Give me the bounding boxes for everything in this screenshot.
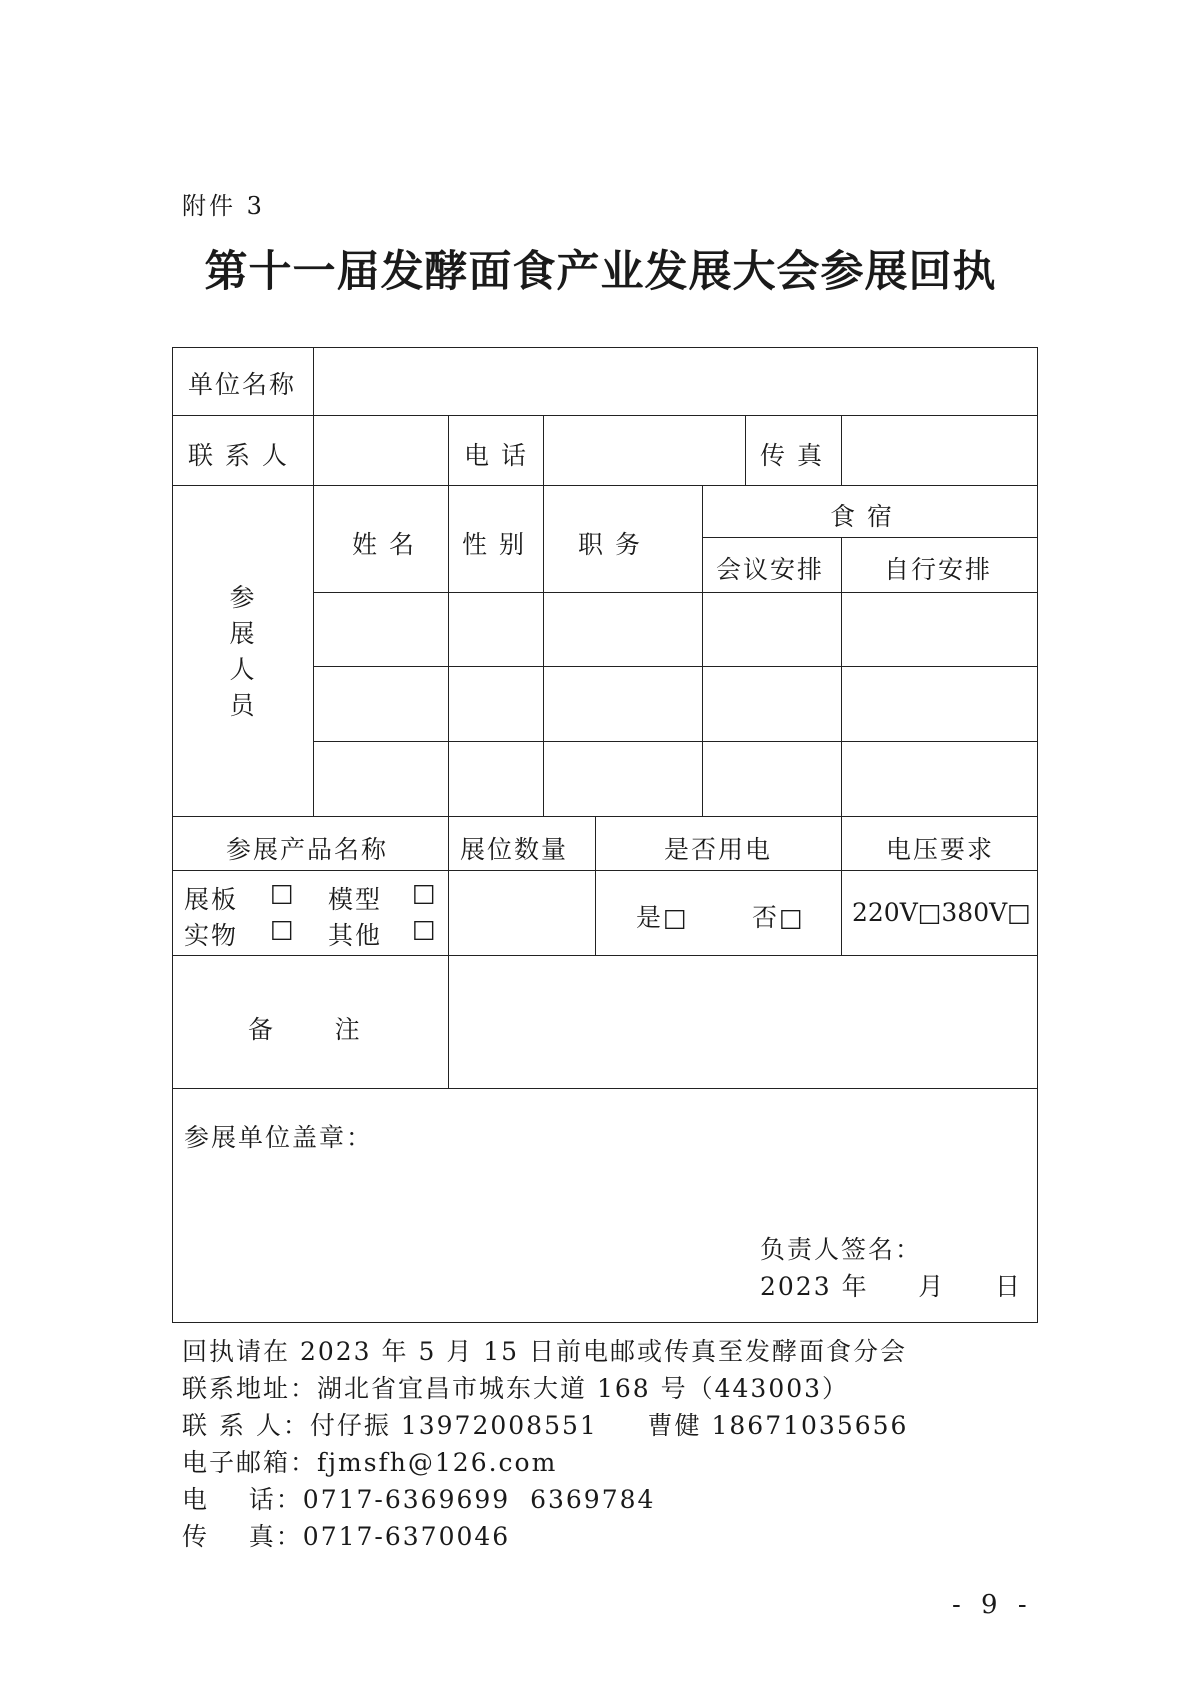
sign-date: 2023 年 月 日 bbox=[760, 1272, 1023, 1301]
option-board-label: 展板 bbox=[184, 885, 239, 914]
attendees-label-char: 员 bbox=[229, 691, 255, 720]
attendee-self-cell[interactable] bbox=[844, 744, 1036, 814]
col-position-header: 职 务 bbox=[578, 530, 642, 559]
option-model-checkbox[interactable]: □ bbox=[412, 878, 438, 907]
product-name-label: 参展产品名称 bbox=[226, 835, 389, 864]
col-name-header: 姓 名 bbox=[352, 530, 416, 559]
voltage-requirement-label: 电压要求 bbox=[886, 835, 995, 864]
attendee-gender-cell[interactable] bbox=[451, 744, 541, 814]
page-number: - 9 - bbox=[952, 1590, 1033, 1620]
col-meeting-arrange-header: 会议安排 bbox=[716, 555, 825, 584]
voltage-options[interactable]: 220V□380V□ bbox=[852, 898, 1031, 927]
booth-count-label: 展位数量 bbox=[460, 835, 569, 864]
footer-fax: 传 真：0717-6370046 bbox=[182, 1522, 511, 1551]
option-other-label: 其他 bbox=[328, 921, 383, 950]
attendee-meeting-cell[interactable] bbox=[705, 669, 839, 739]
attendee-meeting-cell[interactable] bbox=[705, 744, 839, 814]
option-real-checkbox[interactable]: □ bbox=[270, 914, 296, 943]
attendee-gender-cell[interactable] bbox=[451, 595, 541, 665]
unit-name-field[interactable] bbox=[316, 350, 1036, 414]
attachment-label: 附件 3 bbox=[182, 192, 265, 220]
footer-deadline: 回执请在 2023 年 5 月 15 日前电邮或传真至发酵面食分会 bbox=[182, 1337, 908, 1366]
booth-count-field[interactable] bbox=[451, 873, 593, 953]
option-other-checkbox[interactable]: □ bbox=[412, 914, 438, 943]
attendees-label bbox=[222, 580, 262, 724]
attendee-gender-cell[interactable] bbox=[451, 669, 541, 739]
attendees-label-char: 人 bbox=[229, 655, 255, 684]
contact-person-field[interactable] bbox=[316, 418, 446, 484]
option-model-label: 模型 bbox=[328, 885, 383, 914]
footer-phone: 电 话：0717-6369699 6369784 bbox=[182, 1485, 656, 1514]
attendee-position-cell[interactable] bbox=[546, 669, 700, 739]
attendee-position-cell[interactable] bbox=[546, 595, 700, 665]
col-lodging-header: 食 宿 bbox=[830, 502, 894, 531]
option-board-checkbox[interactable]: □ bbox=[270, 878, 296, 907]
footer-contacts: 联 系 人：付仔振 13972008551 曹健 18671035656 bbox=[182, 1411, 909, 1440]
attendees-label-char: 展 bbox=[229, 619, 255, 648]
fax-field[interactable] bbox=[844, 418, 1036, 484]
remarks-label: 备 注 bbox=[248, 1015, 362, 1044]
phone-field[interactable] bbox=[546, 418, 743, 484]
power-usage-label: 是否用电 bbox=[664, 835, 773, 864]
contact-person-label: 联 系 人 bbox=[188, 441, 289, 470]
attendee-name-cell[interactable] bbox=[316, 669, 446, 739]
attendee-name-cell[interactable] bbox=[316, 744, 446, 814]
attendee-self-cell[interactable] bbox=[844, 595, 1036, 665]
option-board bbox=[184, 880, 238, 916]
col-self-arrange-header: 自行安排 bbox=[884, 555, 993, 584]
attendees-label-char: 参 bbox=[229, 583, 255, 612]
attendee-name-cell[interactable] bbox=[316, 595, 446, 665]
unit-name-label: 单位名称 bbox=[188, 370, 297, 399]
phone-label: 电 话 bbox=[464, 441, 528, 470]
attendee-meeting-cell[interactable] bbox=[705, 595, 839, 665]
power-yes-option[interactable]: 是□ bbox=[636, 903, 689, 932]
footer-email: 电子邮箱：fjmsfh@126.com bbox=[182, 1448, 558, 1477]
remarks-field[interactable] bbox=[451, 958, 1036, 1086]
power-no-option[interactable]: 否□ bbox=[752, 903, 805, 932]
option-real-label: 实物 bbox=[184, 921, 239, 950]
col-gender-header: 性 别 bbox=[462, 530, 526, 559]
seal-label: 参展单位盖章： bbox=[184, 1123, 374, 1152]
signer-label: 负责人签名： bbox=[760, 1235, 923, 1264]
attendee-position-cell[interactable] bbox=[546, 744, 700, 814]
page-title: 第十一届发酵面食产业发展大会参展回执 bbox=[204, 247, 997, 297]
footer-address: 联系地址：湖北省宜昌市城东大道 168 号（443003） bbox=[182, 1374, 850, 1403]
fax-label: 传 真 bbox=[760, 441, 824, 470]
attendee-self-cell[interactable] bbox=[844, 669, 1036, 739]
